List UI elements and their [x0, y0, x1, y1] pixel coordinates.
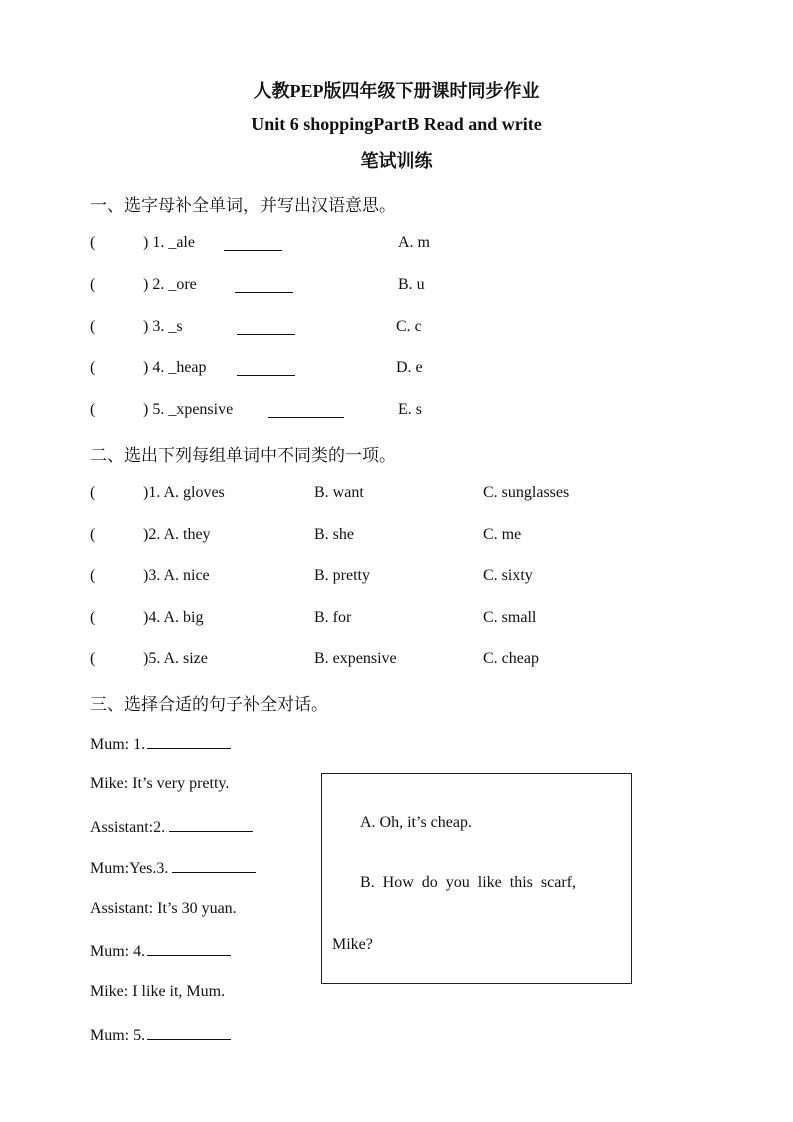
open-paren: (: [90, 609, 96, 626]
option-a: A. Oh, it’s cheap.: [360, 814, 472, 831]
open-paren: (: [90, 526, 96, 543]
dialogue-text: Mum: 1.: [90, 736, 146, 753]
choice-a: )2. A. they: [143, 526, 211, 543]
dialogue-text: Mum:Yes.3.: [90, 860, 169, 877]
dialogue-text: Mum: 5.: [90, 1027, 146, 1044]
open-paren: (: [90, 359, 96, 376]
dialogue-line: Assistant: It’s 30 yuan.: [90, 900, 237, 917]
choice-c: C. small: [483, 609, 537, 626]
answer-blank[interactable]: [268, 403, 344, 418]
dialogue-line: Mike: I like it, Mum.: [90, 983, 226, 1000]
option-b-continued: Mike?: [332, 936, 373, 953]
open-paren: (: [90, 318, 96, 335]
answer-blank[interactable]: [147, 734, 231, 749]
letter-option: D. e: [396, 359, 423, 376]
answer-blank[interactable]: [172, 858, 256, 873]
choice-c: C. me: [483, 526, 522, 543]
choice-a: )4. A. big: [143, 609, 204, 626]
section1-heading: 一、选字母补全单词，并写出汉语意思。: [90, 196, 396, 215]
choice-b: B. pretty: [314, 567, 370, 584]
open-paren: (: [90, 234, 96, 251]
answer-blank[interactable]: [169, 817, 253, 832]
answer-blank[interactable]: [147, 1025, 231, 1040]
item-text: ) 1. _ale: [143, 234, 195, 251]
item-text: ) 5. _xpensive: [143, 401, 234, 418]
choice-b: B. for: [314, 609, 352, 626]
page-title: 人教PEP版四年级下册课时同步作业: [253, 81, 540, 101]
choice-a: )1. A. gloves: [143, 484, 225, 501]
choice-c: C. sixty: [483, 567, 533, 584]
choice-a: )5. A. size: [143, 650, 208, 667]
section-label: 笔试训练: [360, 151, 433, 171]
answer-blank[interactable]: [147, 941, 231, 956]
dialogue-text: Assistant:2.: [90, 819, 166, 836]
choice-a: )3. A. nice: [143, 567, 210, 584]
dialogue-line: Mike: It’s very pretty.: [90, 775, 230, 792]
section2-heading: 二、选出下列每组单词中不同类的一项。: [90, 446, 396, 465]
letter-option: B. u: [398, 276, 425, 293]
dialogue-line: [90, 858, 256, 878]
dialogue-line: [90, 734, 231, 754]
open-paren: (: [90, 401, 96, 418]
choice-c: C. cheap: [483, 650, 539, 667]
item-text: ) 4. _heap: [143, 359, 207, 376]
letter-option: A. m: [398, 234, 430, 251]
open-paren: (: [90, 567, 96, 584]
unit-subtitle: Unit 6 shoppingPartB Read and write: [251, 114, 542, 134]
open-paren: (: [90, 484, 96, 501]
open-paren: (: [90, 650, 96, 667]
option-b: B. How do you like this scarf,: [360, 874, 576, 891]
answer-blank[interactable]: [237, 320, 295, 335]
dialogue-line: [90, 941, 231, 961]
choice-b: B. want: [314, 484, 364, 501]
dialogue-text: Mum: 4.: [90, 943, 146, 960]
choice-b: B. expensive: [314, 650, 397, 667]
section3-heading: 三、选择合适的句子补全对话。: [90, 695, 328, 714]
answer-blank[interactable]: [235, 278, 293, 293]
answer-blank[interactable]: [237, 361, 295, 376]
choice-c: C. sunglasses: [483, 484, 570, 501]
letter-option: C. c: [396, 318, 422, 335]
open-paren: (: [90, 276, 96, 293]
dialogue-line: [90, 817, 253, 837]
item-text: ) 3. _s: [143, 318, 183, 335]
letter-option: E. s: [398, 401, 422, 418]
dialogue-line: [90, 1025, 231, 1045]
choice-b: B. she: [314, 526, 354, 543]
answer-blank[interactable]: [224, 236, 282, 251]
item-text: ) 2. _ore: [143, 276, 197, 293]
